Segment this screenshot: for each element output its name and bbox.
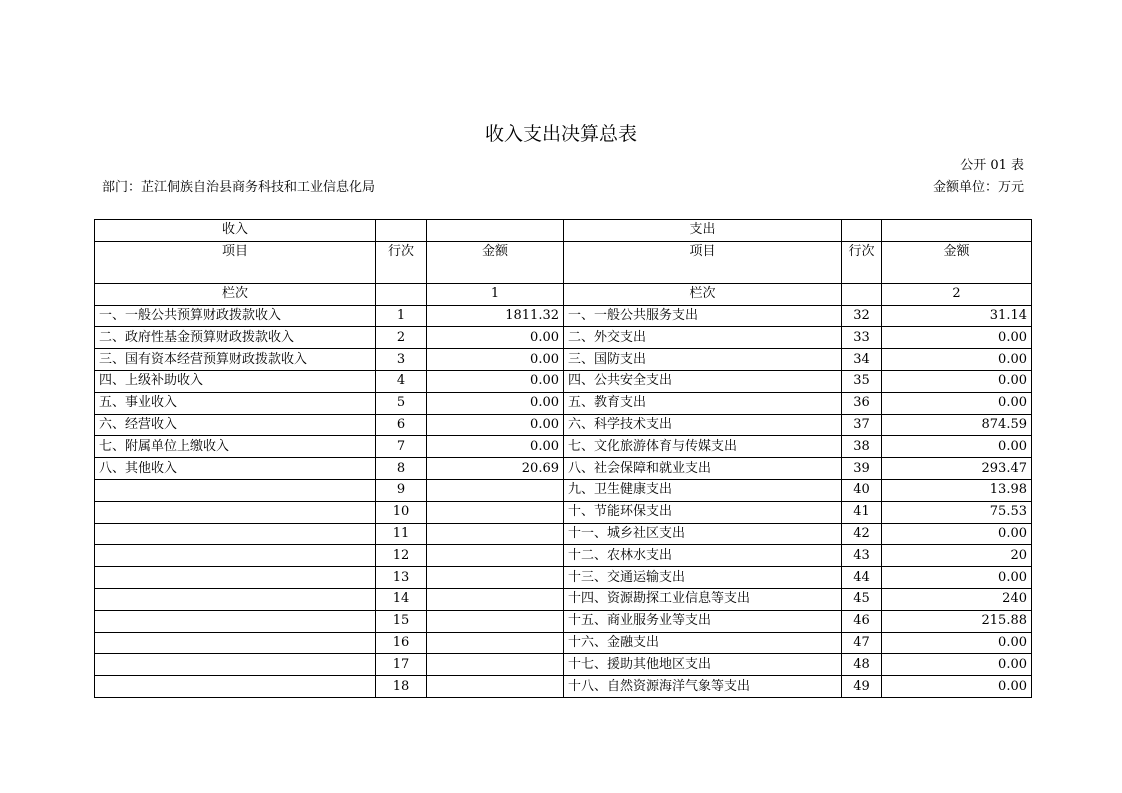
income-amount-cell <box>427 676 564 698</box>
empty-header-cell <box>427 220 564 242</box>
expense-amount-cell: 0.00 <box>882 370 1032 392</box>
expense-amount-cell: 75.53 <box>882 501 1032 523</box>
expense-row-no-header: 行次 <box>842 241 882 283</box>
income-row-no-cell: 10 <box>376 501 427 523</box>
expense-amount-cell: 0.00 <box>882 349 1032 371</box>
income-item-header: 项目 <box>95 241 376 283</box>
col-2: 2 <box>882 283 1032 305</box>
income-item-cell: 一、一般公共预算财政拨款收入 <box>95 305 376 327</box>
income-amount-cell <box>427 545 564 567</box>
income-item-cell: 七、附属单位上缴收入 <box>95 436 376 458</box>
expense-item-cell: 九、卫生健康支出 <box>564 479 842 501</box>
header-row-group <box>95 220 1032 242</box>
income-item-cell <box>95 523 376 545</box>
expense-amount-cell: 0.00 <box>882 327 1032 349</box>
expense-item-cell: 十、节能环保支出 <box>564 501 842 523</box>
expense-amount-cell: 20 <box>882 545 1032 567</box>
expense-row-no-cell: 49 <box>842 676 882 698</box>
income-amount-cell <box>427 632 564 654</box>
income-item-cell <box>95 479 376 501</box>
income-amount-cell: 0.00 <box>427 436 564 458</box>
table-row <box>95 479 1032 501</box>
income-amount-cell <box>427 523 564 545</box>
empty-index-cell <box>842 283 882 305</box>
income-row-no-cell: 5 <box>376 392 427 414</box>
table-row <box>95 610 1032 632</box>
expense-item-cell: 十一、城乡社区支出 <box>564 523 842 545</box>
empty-index-cell <box>376 283 427 305</box>
expense-amount-cell: 13.98 <box>882 479 1032 501</box>
income-amount-cell <box>427 588 564 610</box>
income-row-no-cell: 15 <box>376 610 427 632</box>
income-amount-cell: 20.69 <box>427 458 564 480</box>
expense-amount-cell: 0.00 <box>882 436 1032 458</box>
empty-header-cell <box>842 220 882 242</box>
expense-amount-cell: 240 <box>882 588 1032 610</box>
table-row <box>95 327 1032 349</box>
income-row-no-cell: 11 <box>376 523 427 545</box>
header-row-columns <box>95 241 1032 283</box>
income-item-cell: 八、其他收入 <box>95 458 376 480</box>
income-item-cell: 四、上级补助收入 <box>95 370 376 392</box>
income-amount-cell <box>427 479 564 501</box>
expense-amount-cell: 874.59 <box>882 414 1032 436</box>
table-row <box>95 632 1032 654</box>
expense-row-no-cell: 48 <box>842 654 882 676</box>
expense-item-cell: 十四、资源勘探工业信息等支出 <box>564 588 842 610</box>
expense-row-no-cell: 44 <box>842 567 882 589</box>
income-row-no-cell: 13 <box>376 567 427 589</box>
income-row-no-cell: 14 <box>376 588 427 610</box>
expense-row-no-cell: 43 <box>842 545 882 567</box>
table-row <box>95 349 1032 371</box>
expense-amount-cell: 0.00 <box>882 567 1032 589</box>
empty-header-cell <box>376 220 427 242</box>
income-amount-cell: 0.00 <box>427 392 564 414</box>
table-row <box>95 436 1032 458</box>
expense-row-no-cell: 40 <box>842 479 882 501</box>
expense-item-cell: 一、一般公共服务支出 <box>564 305 842 327</box>
expense-item-cell: 二、外交支出 <box>564 327 842 349</box>
expense-row-no-cell: 45 <box>842 588 882 610</box>
expense-header: 支出 <box>564 220 842 242</box>
table-body <box>95 220 1032 698</box>
expense-item-cell: 七、文化旅游体育与传媒支出 <box>564 436 842 458</box>
table-row <box>95 414 1032 436</box>
income-row-no-cell: 4 <box>376 370 427 392</box>
expense-item-cell: 十三、交通运输支出 <box>564 567 842 589</box>
table-row <box>95 588 1032 610</box>
income-amount-cell <box>427 654 564 676</box>
income-amount-cell: 0.00 <box>427 370 564 392</box>
table-row <box>95 370 1032 392</box>
table-row <box>95 545 1032 567</box>
income-row-no-cell: 7 <box>376 436 427 458</box>
expense-amount-cell: 0.00 <box>882 392 1032 414</box>
expense-row-no-cell: 33 <box>842 327 882 349</box>
expense-row-no-cell: 46 <box>842 610 882 632</box>
expense-amount-cell: 0.00 <box>882 632 1032 654</box>
income-amount-cell: 0.00 <box>427 327 564 349</box>
income-row-no-cell: 17 <box>376 654 427 676</box>
expense-item-cell: 十七、援助其他地区支出 <box>564 654 842 676</box>
income-row-no-cell: 8 <box>376 458 427 480</box>
table-row <box>95 676 1032 698</box>
income-amount-cell: 0.00 <box>427 414 564 436</box>
income-amount-header: 金额 <box>427 241 564 283</box>
expense-row-no-cell: 47 <box>842 632 882 654</box>
expense-amount-cell: 293.47 <box>882 458 1032 480</box>
col-1: 1 <box>427 283 564 305</box>
expense-row-no-cell: 41 <box>842 501 882 523</box>
expense-amount-cell: 0.00 <box>882 523 1032 545</box>
expense-amount-cell: 31.14 <box>882 305 1032 327</box>
income-item-cell <box>95 567 376 589</box>
page-title: 收入支出决算总表 <box>484 123 637 145</box>
table-row <box>95 458 1032 480</box>
expense-item-cell: 八、社会保障和就业支出 <box>564 458 842 480</box>
income-item-cell <box>95 588 376 610</box>
expense-row-no-cell: 42 <box>842 523 882 545</box>
income-row-no-cell: 9 <box>376 479 427 501</box>
income-item-cell <box>95 610 376 632</box>
department-label: 部门：芷江侗族自治县商务科技和工业信息化局 <box>102 180 376 195</box>
expense-row-no-cell: 34 <box>842 349 882 371</box>
income-item-cell: 五、事业收入 <box>95 392 376 414</box>
income-amount-cell <box>427 501 564 523</box>
table-row <box>95 654 1032 676</box>
income-item-cell <box>95 676 376 698</box>
income-item-cell <box>95 545 376 567</box>
summary-table <box>94 219 1032 698</box>
expense-row-no-cell: 32 <box>842 305 882 327</box>
expense-item-cell: 十六、金融支出 <box>564 632 842 654</box>
income-item-cell <box>95 501 376 523</box>
expense-row-no-cell: 39 <box>842 458 882 480</box>
expense-amount-header: 金额 <box>882 241 1032 283</box>
expense-item-cell: 五、教育支出 <box>564 392 842 414</box>
income-row-no-cell: 3 <box>376 349 427 371</box>
income-amount-cell: 1811.32 <box>427 305 564 327</box>
income-item-cell <box>95 654 376 676</box>
income-row-no-cell: 2 <box>376 327 427 349</box>
income-item-cell: 二、政府性基金预算财政拨款收入 <box>95 327 376 349</box>
table-row <box>95 501 1032 523</box>
table-row <box>95 523 1032 545</box>
expense-row-no-cell: 35 <box>842 370 882 392</box>
unit-label: 金额单位：万元 <box>932 180 1024 195</box>
income-row-no-cell: 6 <box>376 414 427 436</box>
column-index-row <box>95 283 1032 305</box>
expense-amount-cell: 0.00 <box>882 654 1032 676</box>
expense-row-no-cell: 37 <box>842 414 882 436</box>
income-item-cell: 六、经营收入 <box>95 414 376 436</box>
expense-item-cell: 十八、自然资源海洋气象等支出 <box>564 676 842 698</box>
income-row-no-cell: 12 <box>376 545 427 567</box>
income-row-no-header: 行次 <box>376 241 427 283</box>
expense-item-cell: 三、国防支出 <box>564 349 842 371</box>
income-item-cell: 三、国有资本经营预算财政拨款收入 <box>95 349 376 371</box>
expense-amount-cell: 0.00 <box>882 676 1032 698</box>
income-row-no-cell: 16 <box>376 632 427 654</box>
col-label: 栏次 <box>95 283 376 305</box>
income-header: 收入 <box>95 220 376 242</box>
table-row <box>95 567 1032 589</box>
expense-row-no-cell: 36 <box>842 392 882 414</box>
income-amount-cell <box>427 567 564 589</box>
expense-amount-cell: 215.88 <box>882 610 1032 632</box>
income-amount-cell <box>427 610 564 632</box>
expense-item-cell: 十五、商业服务业等支出 <box>564 610 842 632</box>
income-row-no-cell: 1 <box>376 305 427 327</box>
form-number: 公开 01 表 <box>960 158 1024 173</box>
expense-item-cell: 六、科学技术支出 <box>564 414 842 436</box>
expense-row-no-cell: 38 <box>842 436 882 458</box>
income-amount-cell: 0.00 <box>427 349 564 371</box>
table-row <box>95 392 1032 414</box>
table-row <box>95 305 1032 327</box>
expense-item-cell: 四、公共安全支出 <box>564 370 842 392</box>
expense-item-header: 项目 <box>564 241 842 283</box>
income-row-no-cell: 18 <box>376 676 427 698</box>
expense-col-label: 栏次 <box>564 283 842 305</box>
expense-item-cell: 十二、农林水支出 <box>564 545 842 567</box>
income-item-cell <box>95 632 376 654</box>
empty-header-cell <box>882 220 1032 242</box>
